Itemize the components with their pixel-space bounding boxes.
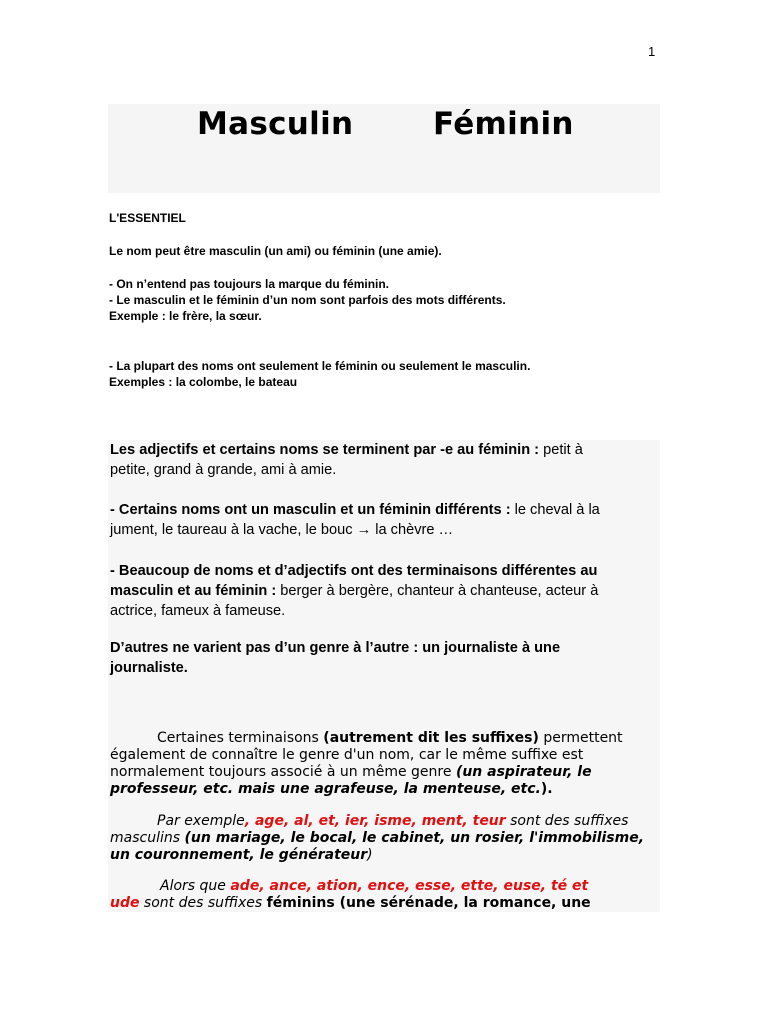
title-masculin: Masculin <box>197 106 354 142</box>
rule-3-text: berger à bergère, chanteur à chanteuse, acteur à <box>276 583 599 599</box>
essentiel-bullet-2: - Le masculin et le féminin d’un nom sont parfois des mots différents. <box>109 293 506 307</box>
title-box <box>108 104 660 193</box>
suffix-line-7-a: un couronnement, le générateur <box>110 847 368 863</box>
essentiel-example-2: Exemples : la colombe, le bateau <box>109 375 298 389</box>
suffix-line-8 <box>160 878 588 895</box>
rule-4-line-2: journaliste. <box>110 660 188 676</box>
suffix-line-6-b: (un mariage, le bocal, le cabinet, un rosier, l'immobilisme, <box>184 830 645 846</box>
suffix-line-3-b: (un aspirateur, le <box>455 764 592 780</box>
feminine-suffixes: ade, ance, ation, ence, esse, ette, euse, té et <box>230 878 589 894</box>
rule-2-text: le cheval à la <box>510 502 600 518</box>
rule-2-line-2: jument, le taureau à la vache, le bouc → la chèvre … <box>110 522 454 538</box>
page-number: 1 <box>648 44 656 59</box>
rule-1-bold: Les adjectifs et certains noms se terminent par -e au féminin : <box>110 442 540 458</box>
essentiel-intro: Le nom peut être masculin (un ami) ou féminin (une amie). <box>109 244 442 258</box>
suffix-line-9-b: sont des suffixes <box>139 895 267 911</box>
suffix-line-1-b: (autrement dit les suffixes) <box>323 730 539 746</box>
suffix-line-9-c: féminins (une sérénade, la romance, une <box>266 895 591 911</box>
rule-3-line-2 <box>110 581 598 601</box>
suffix-line-2: également de connaître le genre d'un nom, car le même suffixe est <box>110 747 584 763</box>
rule-1-line-2: petite, grand à grande, ami à amie. <box>110 462 337 478</box>
suffix-line-8-a: Alors que <box>160 878 231 894</box>
rule-3-bold: masculin et au féminin : <box>110 583 277 599</box>
suffix-line-1-a: Certaines terminaisons <box>157 730 324 746</box>
title-feminin: Féminin <box>433 106 574 142</box>
rule-2-line-1 <box>110 500 600 520</box>
suffix-line-5-c: sont des suffixes <box>505 813 629 829</box>
suffix-line-7 <box>110 847 373 864</box>
suffix-line-6 <box>110 830 644 847</box>
suffix-line-6-a: masculins <box>110 830 185 846</box>
rule-2-bold: - Certains noms ont un masculin et un féminin différents : <box>110 502 511 518</box>
rule-4-line-1: D’autres ne varient pas d’un genre à l’autre : un journaliste à une <box>110 640 561 656</box>
rule-3-line-1: - Beaucoup de noms et d’adjectifs ont des terminaisons différentes au <box>110 563 598 579</box>
rule-3-line-3: actrice, fameux à fameuse. <box>110 603 286 619</box>
suffix-line-3-a: normalement toujours associé à un même genre <box>110 764 456 780</box>
feminine-suffix-ude: ude <box>110 895 140 911</box>
essentiel-heading: L'ESSENTIEL <box>109 211 186 225</box>
masculine-suffixes: , age, al, et, ier, isme, ment, teur <box>244 813 506 829</box>
rule-1-text: petit à <box>539 442 583 458</box>
suffix-line-4-b: ). <box>540 781 553 797</box>
essentiel-bullet-1: - On n’entend pas toujours la marque du féminin. <box>109 277 390 291</box>
suffix-line-1 <box>157 730 623 747</box>
suffix-line-9 <box>110 895 591 912</box>
suffix-line-7-b: ) <box>367 847 373 863</box>
suffix-line-5 <box>157 813 628 830</box>
suffix-line-3 <box>110 764 592 781</box>
rule-1-line-1 <box>110 440 583 460</box>
suffix-line-1-c: permettent <box>538 730 623 746</box>
essentiel-example-1: Exemple : le frère, la sœur. <box>109 309 262 323</box>
essentiel-bullet-3: - La plupart des noms ont seulement le féminin ou seulement le masculin. <box>109 359 531 373</box>
suffix-line-5-a: Par exemple <box>157 813 245 829</box>
suffix-line-4 <box>110 781 553 798</box>
suffix-line-4-a: professeur, etc. mais une agrafeuse, la menteuse, etc. <box>110 781 541 797</box>
